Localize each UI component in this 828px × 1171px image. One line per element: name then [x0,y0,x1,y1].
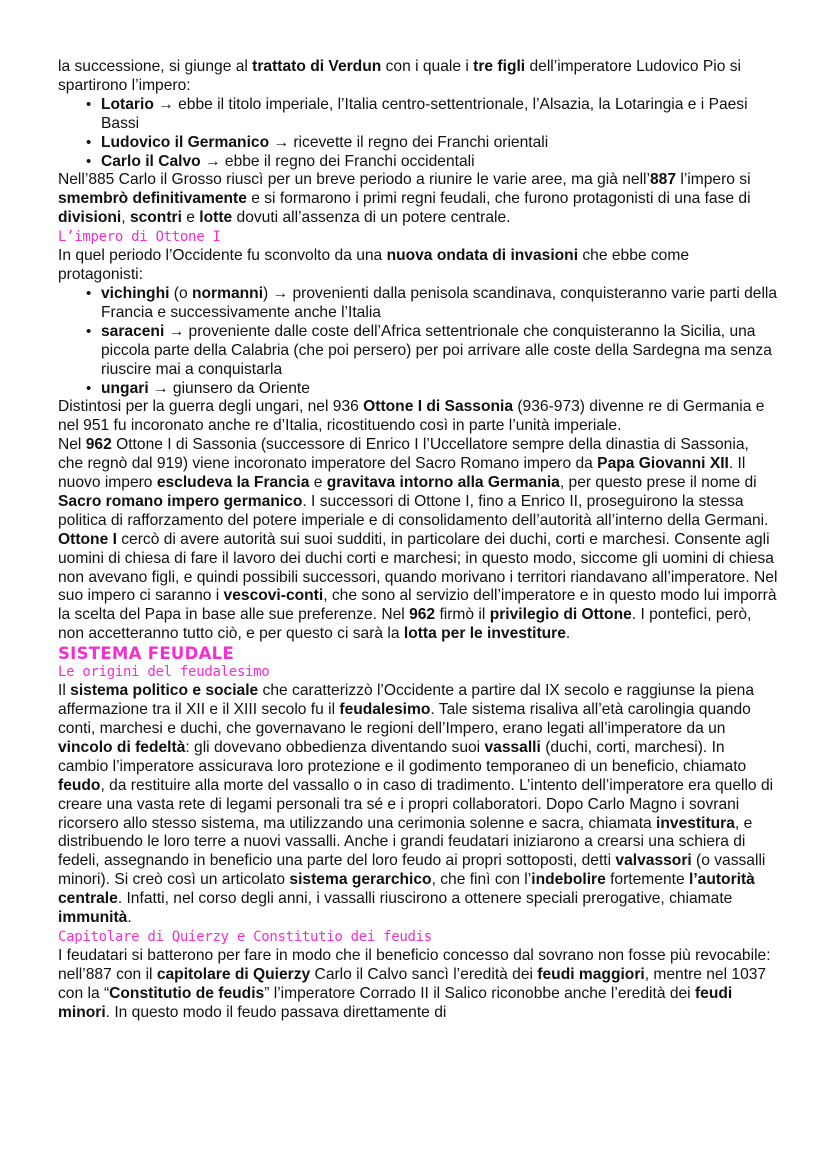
bold-text: smembrò definitivamente [58,190,247,208]
text: ” l’imperatore Corrado II il Salico riconobbe anche l’eredità dei [264,984,695,1002]
bold-text: scontri [129,209,182,227]
paragraph-936 [58,398,778,436]
invader-name: ungari [101,379,149,397]
invader-text: → giunsero da Oriente [148,379,310,397]
text: . [127,909,132,927]
bold-text: Ottone I [58,530,117,548]
text: dell’imperatore Ludovico Pio si spartirono l’impero: [58,58,741,94]
bold-text: Papa Giovanni XII [597,455,729,473]
text: l’impero si [676,171,751,189]
heir-name: Lotario [101,95,154,113]
text: , e distribuendo le loro terre a nuovi vassalli. Anche i grandi feudatari iniziarono a crearsi una schiera di fedeli, assegnando in beneficio una parte del loro feudo ai propri sottoposti, detti [58,814,753,870]
text: e [309,474,327,492]
heading-impero-ottone: L’impero di Ottone I [58,229,221,246]
bold-text: feudalesimo [339,701,431,719]
bold-text: lotta per le investiture [403,625,566,643]
text: Nell’885 Carlo il Grosso riuscì per un breve periodo a riunire le varie aree, ma già nell’ [58,171,650,189]
text: , mentre nel 1037 con la “ [58,965,767,1002]
text: In quel periodo l’Occidente fu sconvolto da una [58,247,387,265]
text: dovuti all’assenza di un potere centrale. [232,209,511,227]
list-item [88,285,778,323]
intro-paragraph [58,58,778,96]
bold-text: escludeva la Francia [156,474,310,492]
bold-text: capitolare di Quierzy [156,965,311,983]
paragraph-885 [58,171,778,228]
bold-text: indebolire [531,871,606,889]
bold-text: feudo [58,776,101,794]
list-item [88,96,778,134]
text: . Tale sistema risaliva all’età carolingia quando conti, marchesi e duchi, che governavano le regioni dell’Impero, erano legati all’imperatore da un [58,701,751,737]
text: firmò il [435,606,490,624]
invader-name: vichinghi [101,284,170,302]
text: Il [58,682,71,700]
text: la successione, si giunge al [58,58,253,75]
paragraph-quierzy [58,947,778,1023]
text: , [121,209,130,227]
bold-text: l’autorità centrale [58,871,755,908]
bold-text: 887 [649,171,677,189]
text: Nel [58,436,86,454]
list-item [88,134,778,153]
text: (o vassalli minori). Si creò così un articolato [58,852,766,889]
text: , che sono al servizio dell’imperatore e in questo modo lui imporrà la scelta del Papa in base alle sue preferenze. Nel [58,587,777,624]
paragraph-feudalesimo [58,682,778,928]
text: Carlo il Calvo sancì l’eredità dei [310,965,538,983]
bold-text: sistema gerarchico [289,871,432,889]
text: , da restituire alla morte del vassallo o in caso di tradimento. L’intento dell’imperatore era quello di creare una vasta rete di legami personali tra sé e i propri collaboratori. Dopo Carlo Magno i sovrani ricorsero allo stesso sistema, ma utilizzando una cerimonia solenne e sacra, chiamata [58,776,774,832]
bold-text: divisioni [58,209,122,227]
text: , per questo prese il nome di [559,474,757,492]
text: . In questo modo il feudo passava direttamente di [105,1003,447,1021]
invader-name: saraceni [101,322,165,340]
bold-text: privilegio di Ottone [489,606,632,624]
text: . Il nuovo impero [58,455,746,492]
bold-text: feudi minori [58,984,733,1021]
bold-text: tre figli [473,58,526,75]
text: fortemente [605,871,689,889]
text: Ottone I di Sassonia (successore di Enrico I l’Uccellatore sempre della dinastia di Sassonia, che regnò dal 919) viene incoronato imperatore del Sacro Romano impero da [58,436,749,473]
bold-text: lotte [199,209,233,227]
text: : gli dovevano obbedienza diventando suoi [185,738,485,756]
heir-text: → ricevette il regno dei Franchi orientali [269,133,549,151]
text: che caratterizzò l’Occidente a partire dal IX secolo e raggiunse la piena affermazione tra il XII e il XIII secolo fu il [58,682,755,719]
text: . Infatti, nel corso degli anni, i vassalli riuscirono a ottenere speciali prerogative, chiamate [117,890,733,908]
text: . I pontefici, però, non accetteranno tutto ciò, e per questo ci sarà la [58,606,752,643]
text: I feudatari si batterono per fare in modo che il beneficio concesso dal sovrano non fosse più revocabile: nell’887 con il [58,946,771,983]
invader-text: ) → provenienti dalla penisola scandinava, conquisteranno varie parti della Francia e successivamente anche l’Italia [101,284,778,321]
text: con i quale i [381,58,474,75]
bold-text: Sacro romano impero germanico [58,492,303,510]
heir-text: → ebbe il titolo imperiale, l’Italia centro-settentrionale, l’Alsazia, la Lotaringia e i Paesi Bassi [101,95,748,132]
bold-text: vescovi-conti [223,587,324,605]
text: , che finì con l’ [431,871,532,889]
text: (o [169,284,192,302]
text: e si formarono i primi regni feudali, che furono protagonisti di una fase di [246,190,751,208]
text: cercò di avere autorità sui suoi sudditi, in particolare dei duchi, corti e marchesi. Consente agli uomini di chiesa di fare il lavoro dei duchi corti e marchesi; in questo modo, siccome gli uomini di chiesa non avevano figli, e quindi possibili successori, quando morivano i territori riandavano all’imperatore. Nel suo impero ci saranno i [58,530,778,605]
invader-text: → proveniente dalle coste dell’Africa settentrionale che conquisteranno la Sicilia, una piccola parte della Calabria (che poi persero) per poi arrivare alle coste della Sardegna ma senza riuscire mai a conquistarla [101,322,772,378]
bold-text: nuova ondata di invasioni [386,247,579,265]
heading-sistema-feudale: SISTEMA FEUDALE [58,644,235,664]
heir-name: Carlo il Calvo [101,152,201,170]
heirs-list [58,96,778,172]
text: (duchi, corti, marchesi). In cambio l’imperatore assicurava loro protezione e il godimento temporaneo di un beneficio, chiamato [58,738,747,775]
paragraph-ottone-authority [58,531,778,644]
heading-quierzy: Capitolare di Quierzy e Constitutio dei feudis [58,928,432,945]
invader-alt-name: normanni [191,284,264,302]
bold-text: immunità [58,909,128,927]
paragraph-962 [58,436,778,531]
heir-text: → ebbe il regno dei Franchi occidentali [200,152,475,170]
text: . I successori di Ottone I, fino a Enrico II, proseguirono la stessa politica di rafforzamento del potere imperiale e di consolidamento dell’autorità all’interno della Germani. [58,492,769,529]
text: e [181,209,200,227]
invaders-list [58,285,778,398]
heir-name: Ludovico il Germanico [101,133,270,151]
text: . [565,625,571,643]
list-item [88,323,778,380]
bold-text: 962 [85,436,112,454]
text: (936-973) divenne re di Germania e nel 951 fu incoronato anche re d’Italia, ricostituendo così in parte l’unità imperiale. [58,398,765,435]
bold-text: sistema politico e sociale [70,682,259,700]
bold-text: Ottone I di Sassonia [363,398,514,416]
bold-text: vincolo di fedeltà [58,738,186,756]
bold-text: gravitava intorno alla Germania [326,474,560,492]
invasions-intro [58,247,778,285]
bold-text: 962 [409,606,436,624]
text: che ebbe come protagonisti: [58,247,690,284]
bold-text: Constitutio de feudis [109,984,265,1002]
text: Distintosi per la guerra degli ungari, nel 936 [58,398,364,416]
list-item [88,380,778,399]
bold-text: trattato di Verdun [252,58,382,75]
heading-origini-feudalesimo: Le origini del feudalesimo [58,664,270,681]
bold-text: vassalli [484,738,541,756]
list-item [88,153,778,172]
bold-text: valvassori [615,852,692,870]
bold-text: investitura [656,814,735,832]
bold-text: feudi maggiori [537,965,645,983]
